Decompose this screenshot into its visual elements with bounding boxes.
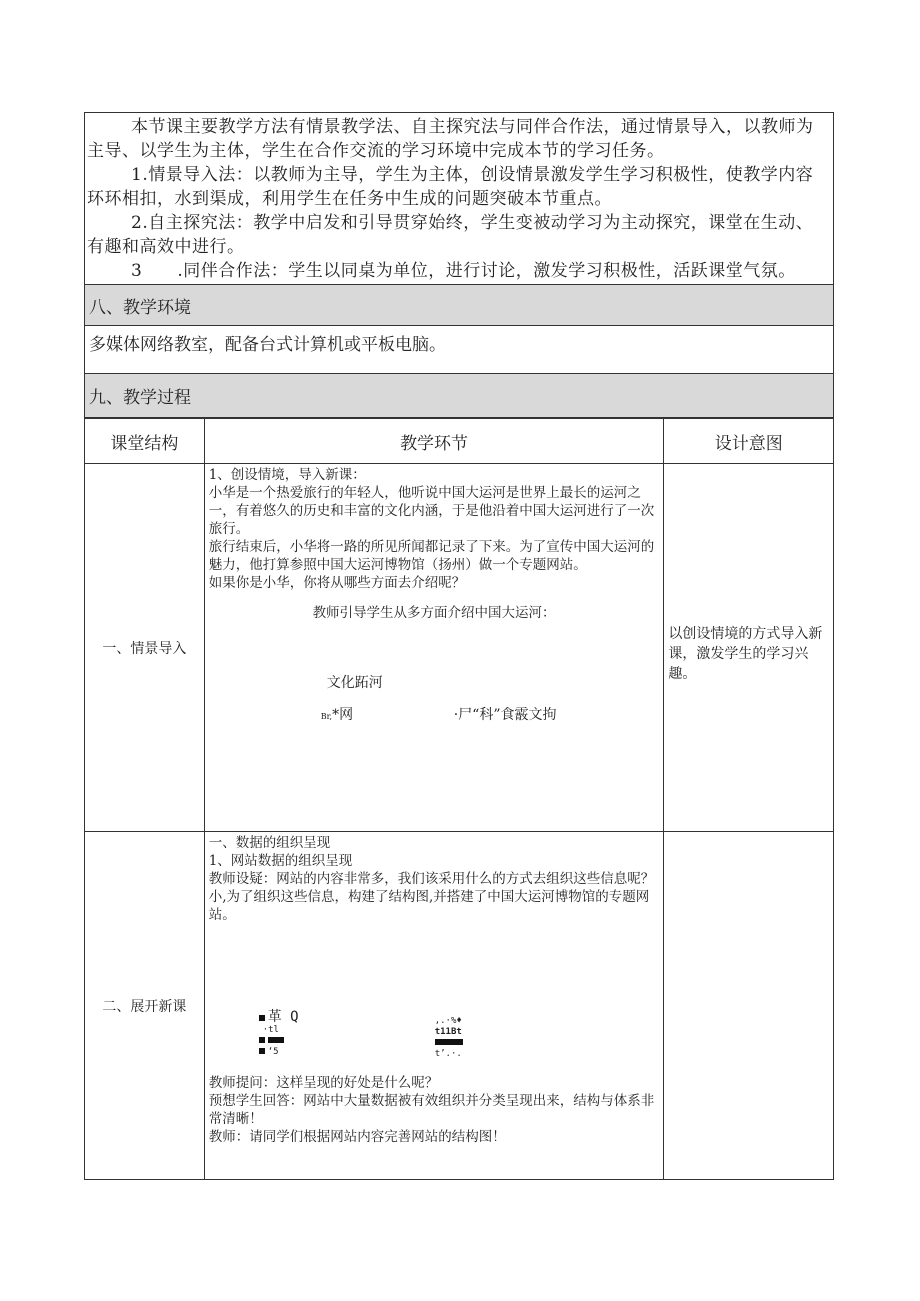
step-line: 小华是一个热爱旅行的年轻人，他听说中国大运河是世界上最长的运河之一，有着悠久的历史和丰富的文化内涵，于是他沿着中国大运河进行了一次旅行。 (208, 485, 655, 537)
diagram-label-text: *网 (332, 707, 354, 723)
step-line: 预想学生回答：网站中大量数据被有效组织并分类呈现出来，结构与体系非常清晰！ (208, 1093, 655, 1127)
intro-paragraph: 3 .同伴合作法：学生以同桌为单位，进行讨论，激发学习积极性，活跃课堂气氛。 (131, 261, 796, 281)
diagram-label: 文化跖河 (326, 675, 383, 691)
section-8-content: 多媒体网络教室，配备台式计算机或平板电脑。 (84, 326, 834, 374)
glyph-text: ·tl (262, 1025, 279, 1035)
step-line: 1、网站数据的组织呈现 (208, 853, 353, 869)
glyph-text: t11Bt (434, 1027, 462, 1037)
teaching-method-intro (84, 112, 834, 284)
section-8-heading: 八、教学环境 (84, 284, 834, 326)
bar-icon (435, 1039, 463, 1045)
new-lesson-steps-cell (204, 832, 664, 1180)
structure-left (259, 1009, 299, 1058)
glyph-text: t’.·. (434, 1049, 462, 1059)
teaching-process-table (84, 418, 834, 1180)
step-line: 小,为了组织这些信息，构建了结构图,并搭建了中国大运河博物馆的专题网站。 (208, 889, 650, 923)
row-label-intro: 一、情景导入 (85, 464, 205, 832)
row-label-new-lesson: 二、展开新课 (85, 832, 205, 1180)
step-line: 教师设疑：网站的内容非常多，我们该采用什么的方式去组织这些信息呢？ (208, 871, 655, 887)
step-line: 一、数据的组织呈现 (208, 835, 331, 851)
diagram-small-label: Br, (320, 712, 333, 721)
intent-cell-empty (664, 832, 834, 1180)
step-line: 1、创设情境，导入新课： (208, 467, 366, 483)
intro-steps-cell (204, 464, 664, 832)
guide-line: 教师引导学生从多方面介绍中国大运河： (312, 605, 556, 621)
step-line: 教师提问：这样呈现的好处是什么呢？ (208, 1075, 439, 1091)
canal-topics-diagram (209, 622, 660, 742)
step-line: 教师：请同学们根据网站内容完善网站的结构图！ (208, 1129, 506, 1145)
intent-cell: 以创设情境的方式导入新课，激发学生的学习兴趣。 (664, 464, 834, 832)
glyph-text: ‘5 (267, 1047, 279, 1057)
intro-paragraph: 1.情景导入法：以教师为主导，学生为主体，创设情景激发学生学习积极性，使教学内容环环相扣，水到渠成，利用学生在任务中生成的问题突破本节重点。 (87, 165, 814, 209)
intro-paragraph: 2.自主探究法：教学中启发和引导贯穿始终，学生变被动学习为主动探究，课堂在生动、有趣和高效中进行。 (87, 213, 814, 257)
diagram-label: ·尸“科”食霰文拘 (453, 707, 557, 723)
glyph-text: 革 Q (267, 1009, 299, 1025)
intro-paragraph: 本节课主要教学方法有情景教学法、自主探究法与同伴合作法，通过情景导入，以教师为主导、以学生为主体，学生在合作交流的学习环境中完成本节的学习任务。 (87, 117, 814, 161)
step-line: 旅行结束后，小华将一路的所见所闻都记录了下来。为了宣传中国大运河的魅力，他打算参照中国大运河博物馆（扬州）做一个专题网站。 (208, 539, 655, 573)
header-steps: 教学环节 (204, 419, 664, 464)
glyph-text: ,.·%♦ (434, 1016, 462, 1026)
structure-right (435, 1016, 463, 1060)
bullet-icon (259, 1037, 265, 1043)
bullet-icon (259, 1015, 265, 1021)
header-structure: 课堂结构 (85, 419, 205, 464)
bar-icon (268, 1037, 284, 1043)
step-line: 如果你是小华，你将从哪些方面去介绍呢？ (208, 575, 466, 591)
header-intent: 设计意图 (664, 419, 834, 464)
section-9-heading: 九、教学过程 (84, 374, 834, 418)
bullet-icon (259, 1048, 265, 1054)
structure-diagram (209, 924, 660, 1074)
diagram-label (321, 706, 353, 726)
